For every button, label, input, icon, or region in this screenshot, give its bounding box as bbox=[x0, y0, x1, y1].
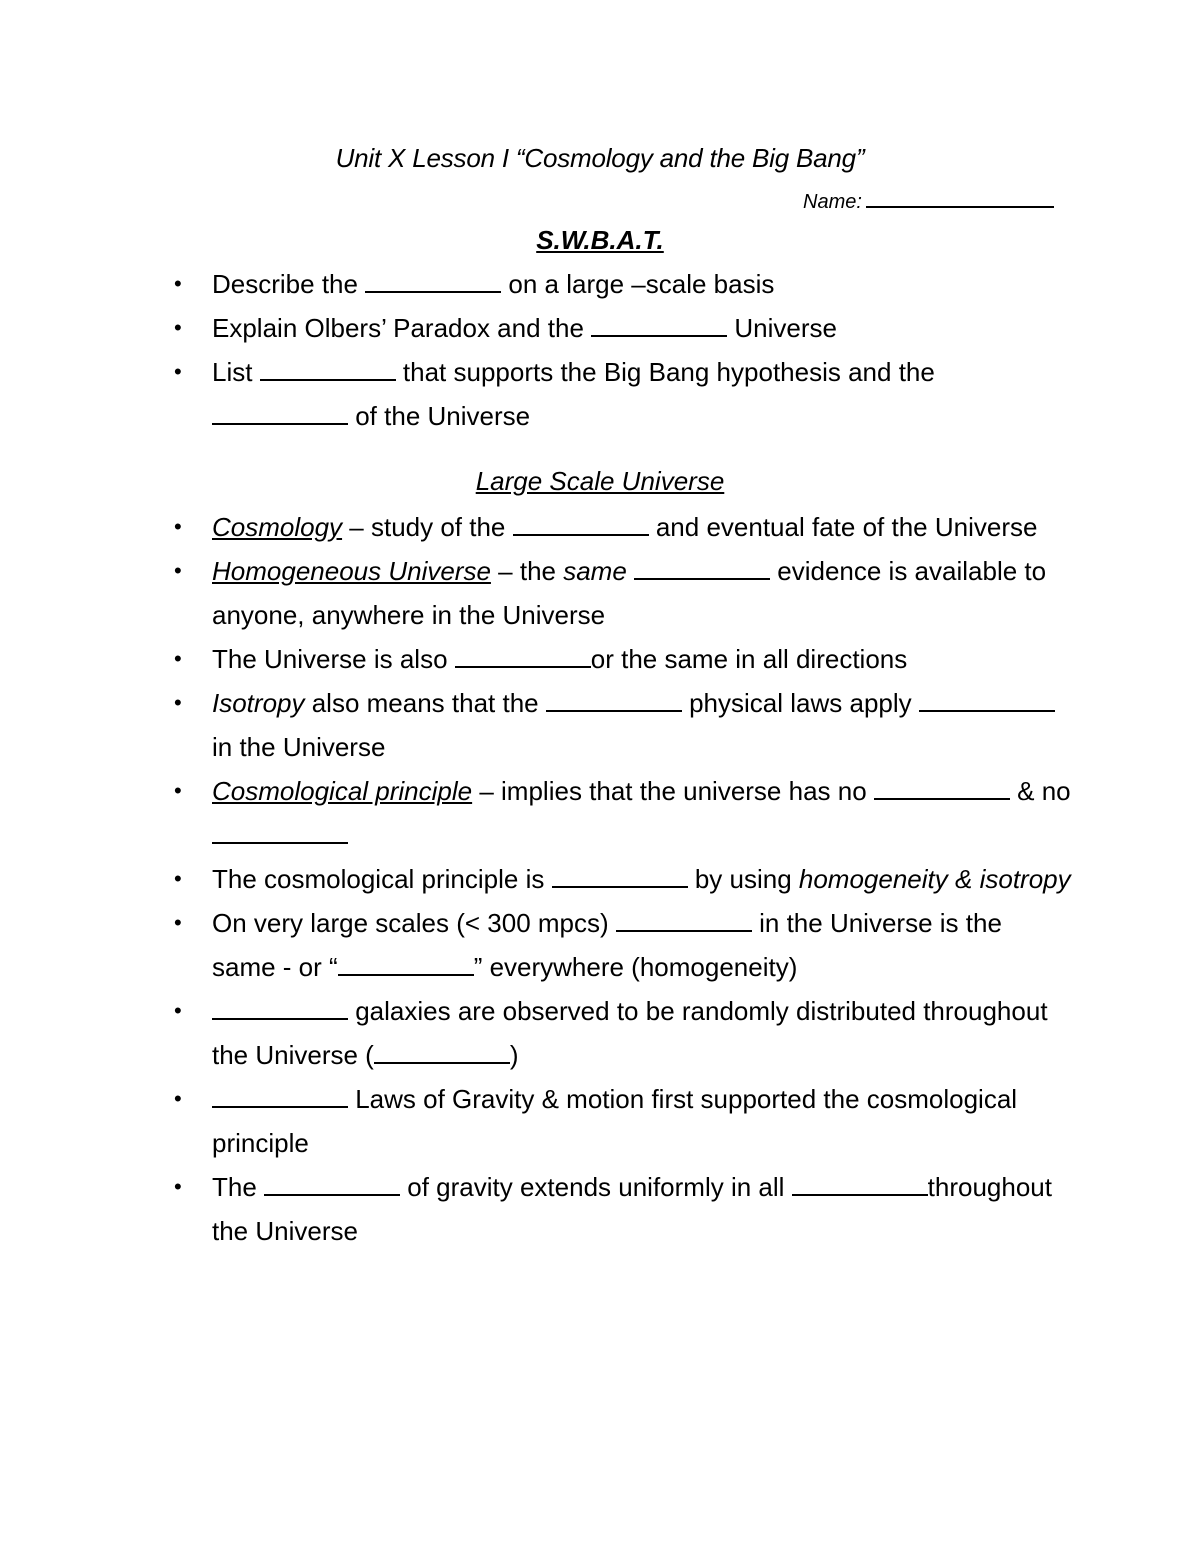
term: Homogeneous Universe bbox=[212, 556, 491, 586]
text: Describe the bbox=[212, 269, 366, 299]
emphasis: same bbox=[563, 556, 627, 586]
list-item bbox=[0, 1165, 1072, 1253]
text: that supports the Big Bang hypothesis and the bbox=[395, 357, 935, 387]
fill-blank[interactable] bbox=[591, 313, 727, 337]
bullet-icon: • bbox=[174, 558, 182, 583]
fill-blank[interactable] bbox=[546, 688, 682, 712]
text: – the bbox=[490, 556, 564, 586]
fill-blank[interactable] bbox=[874, 776, 1010, 800]
fill-blank[interactable] bbox=[365, 269, 501, 293]
fill-blank[interactable] bbox=[260, 357, 396, 381]
bullet-icon: • bbox=[174, 646, 182, 671]
text: – implies that the universe has no bbox=[472, 776, 867, 806]
text: physical laws apply bbox=[681, 688, 912, 718]
bullet-icon: • bbox=[174, 690, 182, 715]
text: & no bbox=[1009, 776, 1071, 806]
text: – study of the bbox=[342, 512, 513, 542]
bullet-icon: • bbox=[174, 359, 182, 384]
text: also means that the bbox=[304, 688, 546, 718]
text: of the Universe bbox=[348, 401, 531, 431]
text: by using bbox=[687, 864, 799, 894]
list-item bbox=[0, 857, 1072, 901]
list-item bbox=[0, 350, 1072, 438]
swbat-list bbox=[0, 262, 1200, 438]
name-field[interactable] bbox=[803, 188, 1054, 214]
bullet-icon: • bbox=[174, 514, 182, 539]
text: in the Universe bbox=[212, 732, 386, 762]
text: of gravity extends uniformly in all bbox=[400, 1172, 785, 1202]
fill-blank[interactable] bbox=[212, 996, 348, 1020]
term: Cosmology bbox=[212, 512, 343, 542]
fill-blank[interactable] bbox=[264, 1172, 400, 1196]
name-blank[interactable] bbox=[866, 188, 1054, 208]
term: Isotropy bbox=[212, 688, 305, 718]
emphasis: homogeneity & bbox=[798, 864, 973, 894]
fill-blank[interactable] bbox=[513, 512, 649, 536]
text: throughout the Universe bbox=[212, 1172, 1052, 1246]
list-item bbox=[0, 637, 1072, 681]
fill-blank[interactable] bbox=[634, 556, 770, 580]
fill-blank[interactable] bbox=[792, 1172, 928, 1196]
text: The bbox=[212, 1172, 265, 1202]
text: The Universe is also bbox=[212, 644, 455, 674]
bullet-icon: • bbox=[174, 1174, 182, 1199]
emphasis: isotropy bbox=[979, 864, 1071, 894]
text: Explain Olbers’ Paradox and the bbox=[212, 313, 592, 343]
bullet-icon: • bbox=[174, 910, 182, 935]
fill-blank[interactable] bbox=[212, 1084, 348, 1108]
bullet-icon: • bbox=[174, 315, 182, 340]
text: or the same in all directions bbox=[590, 644, 908, 674]
list-item bbox=[0, 262, 1072, 306]
text: and eventual fate of the Universe bbox=[648, 512, 1038, 542]
fill-blank[interactable] bbox=[374, 1040, 510, 1064]
bullet-icon: • bbox=[174, 998, 182, 1023]
text: On very large scales (< 300 mpcs) bbox=[212, 908, 616, 938]
list-item bbox=[0, 901, 1072, 989]
swbat-heading: S.W.B.A.T. bbox=[536, 225, 664, 255]
list-item bbox=[0, 769, 1072, 857]
fill-blank[interactable] bbox=[552, 864, 688, 888]
fill-blank[interactable] bbox=[338, 952, 474, 976]
list-item bbox=[0, 989, 1072, 1077]
fill-blank[interactable] bbox=[455, 644, 591, 668]
term: Cosmological principle bbox=[212, 776, 473, 806]
text: Universe bbox=[727, 313, 837, 343]
text: ) bbox=[509, 1040, 519, 1070]
text: evidence is available to anyone, anywhere in the Universe bbox=[212, 556, 1047, 630]
list-item bbox=[0, 306, 1072, 350]
text: on a large –scale basis bbox=[501, 269, 775, 299]
list-item bbox=[0, 549, 1072, 637]
text: galaxies are observed to be randomly distributed throughout the Universe ( bbox=[212, 996, 1048, 1070]
text: List bbox=[212, 357, 260, 387]
text: in the Universe is the same - or “ bbox=[212, 908, 1002, 982]
fill-blank[interactable] bbox=[212, 820, 348, 844]
large-scale-heading: Large Scale Universe bbox=[475, 466, 725, 496]
name-label: Name: bbox=[803, 191, 862, 213]
fill-blank[interactable] bbox=[212, 401, 348, 425]
bullet-icon: • bbox=[174, 271, 182, 296]
fill-blank[interactable] bbox=[616, 908, 752, 932]
bullet-icon: • bbox=[174, 778, 182, 803]
large-scale-list bbox=[0, 505, 1200, 1253]
fill-blank[interactable] bbox=[919, 688, 1055, 712]
page-title: Unit X Lesson I “Cosmology and the Big Bang” bbox=[335, 143, 865, 173]
list-item bbox=[0, 505, 1072, 549]
bullet-icon: • bbox=[174, 866, 182, 891]
list-item bbox=[0, 1077, 1072, 1165]
bullet-icon: • bbox=[174, 1086, 182, 1111]
text: Laws of Gravity & motion first supported the cosmological principle bbox=[212, 1084, 1018, 1158]
text: The cosmological principle is bbox=[212, 864, 552, 894]
text: ” everywhere (homogeneity) bbox=[473, 952, 798, 982]
list-item bbox=[0, 681, 1072, 769]
